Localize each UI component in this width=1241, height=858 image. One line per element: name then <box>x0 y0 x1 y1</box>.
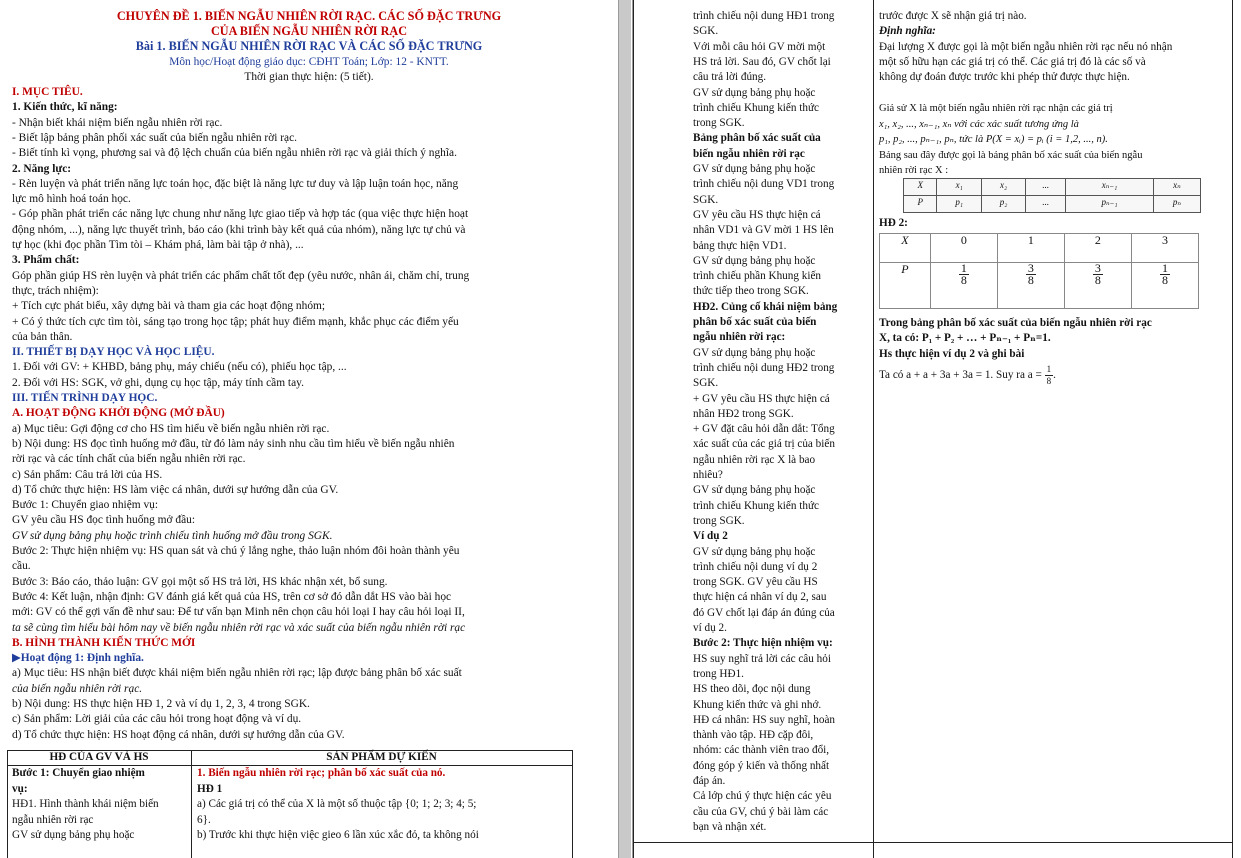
body-line: + Tích cực phát biểu, xây dựng bài và tham gia các hoạt động nhóm; <box>12 300 326 313</box>
activity-line: nhân HĐ2 trong SGK. <box>693 407 794 420</box>
body-line: A. HOẠT ĐỘNG KHỞI ĐỘNG (MỞ ĐẦU) <box>12 407 225 420</box>
time-line: Thời gian thực hiện: (5 tiết). <box>244 71 374 83</box>
hd2-prob-cell <box>997 263 1064 309</box>
body-line: thực, trách nhiệm): <box>12 284 99 297</box>
activity-line: nhiêu? <box>693 469 723 481</box>
activity-line: Với mỗi câu hỏi GV mời một <box>693 40 826 53</box>
hd2-x-cell: 1 <box>997 234 1064 263</box>
definition-line-2: một số hữu hạn các giá trị có thể. Các giá trị đó là các số và <box>879 56 1146 68</box>
body-line: ta sẽ cùng tìm hiểu bài hôm nay về biến ngẫu nhiên rời rạc và xác suất của biến ngẫu nhiên rời rạc <box>12 621 466 634</box>
body-line: Bước 1: Chuyển giao nhiệm vụ: <box>12 499 159 512</box>
dist-text-3: p₁, p₂, ..., pₙ₋₁, pₙ, tức là P(X = xᵢ) = pᵢ (i = 1,2, ..., n). <box>879 134 1108 145</box>
activity-line: trình chiếu nội dung VD1 trong <box>693 178 835 191</box>
body-line: III. TIẾN TRÌNH DẠY HỌC. <box>12 392 158 404</box>
example2-heading: Hs thực hiện ví dụ 2 và ghi bài <box>879 348 1025 360</box>
fraction: $\frac{1}{8}$ <box>960 261 967 287</box>
hd2-x-cell: 2 <box>1064 234 1131 263</box>
activity-line: HĐ cá nhân: HS suy nghĩ, hoàn <box>693 713 836 726</box>
activity-line: trình chiếu nội dung HĐ2 trong <box>693 361 835 374</box>
dist-text-5: nhiên rời rạc X : <box>879 165 949 176</box>
activity-line: Cả lớp chú ý thực hiện các yêu <box>693 790 832 803</box>
table-cell-product: HĐ 1 <box>197 782 223 795</box>
body-line: + Có ý thức tích cực tìm tòi, sáng tạo trong học tập; phát huy điểm mạnh, khắc phục các điểm yếu <box>12 315 459 328</box>
definition-heading: Định nghĩa: <box>879 25 936 37</box>
activity-line: trong SGK. <box>693 514 745 527</box>
dist-text-2: x₁, x₂, ..., xₙ₋₁, xₙ với các xác suất tương ứng là <box>879 119 1079 130</box>
dist-text-1: Giả sử X là một biến ngẫu nhiên rời rạc nhận các giá trị <box>879 103 1113 114</box>
activity-line: trong SGK. GV yêu cầu HS <box>693 576 818 589</box>
dist-cell: xₙ <box>1153 179 1200 196</box>
activity-line: đáp án. <box>693 775 726 787</box>
hd2-prob-cell <box>1131 263 1198 309</box>
table-cell-activity: HĐ1. Hình thành khái niệm biến <box>12 798 159 810</box>
table-cell-product: 6}. <box>197 813 211 826</box>
activity-line: HĐ2. Củng cố khái niệm bảng <box>693 300 838 313</box>
table-cell-product: a) Các giá trị có thể của X là một số thuộc tập {0; 1; 2; 3; 4; 5; <box>197 798 477 810</box>
body-line: tự học (khi đọc phần Tìm tòi – Khám phá, làm bài tập ở nhà), ... <box>12 239 304 251</box>
fraction-one-eighth: $\frac{1}{8}$ <box>1046 364 1052 386</box>
body-line: của biến ngẫu nhiên rời rạc. <box>12 682 143 695</box>
activity-line: xác suất của các giá trị của biến <box>693 438 835 451</box>
table-cell-activity: ngẫu nhiên rời rạc <box>12 813 94 826</box>
hd2-table <box>879 233 1199 309</box>
body-line: b) Nội dung: HS thực hiện HĐ 1, 2 và ví dụ 1, 2, 3, 4 trong SGK. <box>12 698 310 710</box>
body-line: d) Tổ chức thực hiện: HS làm việc cá nhân, dưới sự hướng dẫn của GV. <box>12 483 339 496</box>
activity-line: bạn và nhận xét. <box>693 820 767 833</box>
activity-line: câu trả lời đúng. <box>693 71 767 84</box>
body-line: Góp phần giúp HS rèn luyện và phát triển các phẩm chất tốt đẹp (yêu nước, nhân ái, chăm chỉ, trung <box>12 269 470 282</box>
activity-line: cầu của GV, chú ý bài làm các <box>693 805 829 818</box>
activity-line: Bảng phân bố xác suất của <box>693 132 821 145</box>
body-line: 1. Kiến thức, kĩ năng: <box>12 101 118 114</box>
hd2-prob-cell <box>1064 263 1131 309</box>
table-cell-activity: GV sử dụng bảng phụ hoặc <box>12 829 135 841</box>
sum-rule-line-1: Trong bảng phân bố xác suất của biến ngẫu nhiên rời rạc <box>879 317 1152 329</box>
hd2-x-cell: 0 <box>930 234 997 263</box>
activity-line: SGK. <box>693 25 719 38</box>
activity-line: + GV đặt câu hỏi dẫn dắt: Tổng <box>693 423 835 436</box>
activity-line: GV sử dụng bảng phụ hoặc <box>693 86 816 99</box>
body-line: a) Mục tiêu: Gợi động cơ cho HS tìm hiểu về biến ngẫu nhiên rời rạc. <box>12 422 330 435</box>
table-header-san-pham: SẢN PHẨM DỰ KIẾN <box>326 751 437 763</box>
sum-rule-line-2: X, ta có: P₁ + P₂ + … + Pₙ₋₁ + Pₙ=1. <box>879 332 1051 344</box>
body-line: c) Sản phẩm: Lời giải của các câu hỏi trong hoạt động và ví dụ. <box>12 713 302 726</box>
activity-line: ví dụ 2. <box>693 622 727 634</box>
activity-line: GV sử dụng bảng phụ hoặc <box>693 163 816 175</box>
activity-line: biến ngẫu nhiên rời rạc <box>693 147 805 160</box>
body-line: cầu. <box>12 560 31 573</box>
hd2-x-cell: X <box>880 234 931 263</box>
body-line: lực mô hình hoá toán học. <box>12 193 131 206</box>
table-cell-activity: vụ: <box>12 782 28 795</box>
fraction: $\frac{1}{8}$ <box>1161 261 1168 287</box>
body-line: 3. Phẩm chất: <box>12 254 80 267</box>
body-line: rời rạc và các tính chất của biến ngẫu nhiên rời rạc. <box>12 453 246 466</box>
activity-line: SGK. <box>693 377 719 390</box>
lesson-title: Bài 1. BIẾN NGẪU NHIÊN RỜI RẠC VÀ CÁC SỐ ĐẶC TRƯNG <box>135 39 483 53</box>
activity-line: HS trả lời. Sau đó, GV chốt lại <box>693 55 831 68</box>
dist-cell: P <box>904 196 937 213</box>
body-line: b) Nội dung: HS đọc tình huống mở đầu, từ đó làm nảy sinh nhu cầu tìm hiểu về biến ngẫu nhiên <box>12 437 455 450</box>
dist-cell: ... <box>1026 196 1066 213</box>
fraction: $\frac{3}{8}$ <box>1027 261 1034 287</box>
activity-line: đó GV chốt lại đáp án đúng của <box>693 606 835 619</box>
table-cell-activity: Bước 1: Chuyển giao nhiệm <box>12 767 145 779</box>
activity-line: trình chiếu nội dung HĐ1 trong <box>693 10 835 22</box>
dist-cell: xₙ₋₁ <box>1066 179 1154 196</box>
activity-line: nhóm: các thành viên trao đổi, <box>693 744 830 757</box>
body-line: 2. Năng lực: <box>12 162 72 175</box>
dist-cell: X <box>904 179 937 196</box>
doc-title-line1: CHUYÊN ĐỀ 1. BIẾN NGẪU NHIÊN RỜI RẠC. CÁC SỐ ĐẶC TRƯNG <box>116 9 502 23</box>
body-line: B. HÌNH THÀNH KIẾN THỨC MỚI <box>12 636 196 649</box>
definition-line-1: Đại lượng X được gọi là một biến ngẫu nhiên rời rạc nếu nó nhận <box>879 41 1173 53</box>
activity-line: HS suy nghĩ trả lời các câu hỏi <box>693 652 831 665</box>
dist-text-4: Bảng sau đây được gọi là bảng phân bố xác suất của biến ngẫu <box>879 150 1143 161</box>
body-line: mới: GV có thể gợi vấn đề như sau: Để tư vấn bạn Minh nên chọn câu hỏi loại I hay câu hỏi loại II, <box>12 606 465 619</box>
table-header-gv-hs: HĐ CỦA GV VÀ HS <box>49 751 149 763</box>
dist-cell: pₙ <box>1153 196 1200 213</box>
activity-line: bảng thực hiện VD1. <box>693 239 787 252</box>
hd2-x-cell: 3 <box>1131 234 1198 263</box>
activity-line: GV sử dụng bảng phụ hoặc <box>693 484 816 497</box>
hd2-heading: HĐ 2: <box>879 217 908 229</box>
table-cell-product: b) Trước khi thực hiện việc gieo 6 lần xúc xắc đỏ, ta không nói <box>197 829 479 841</box>
dist-cell: ... <box>1026 179 1066 196</box>
dist-cell: pₙ₋₁ <box>1066 196 1154 213</box>
distribution-table <box>903 178 1201 213</box>
page-gutter <box>619 0 631 858</box>
body-line: II. THIẾT BỊ DẠY HỌC VÀ HỌC LIỆU. <box>12 346 215 359</box>
activity-line: trong SGK. <box>693 117 745 130</box>
activity-line: trình chiếu Khung kiến thức <box>693 499 819 512</box>
body-line: c) Sản phẩm: Câu trả lời của HS. <box>12 468 163 481</box>
activity-line: Bước 2: Thực hiện nhiệm vụ: <box>693 637 833 650</box>
activity-line: thức tiếp theo trong SGK. <box>693 285 809 298</box>
product-continuation: trước được X sẽ nhận giá trị nào. <box>879 10 1027 22</box>
body-line: d) Tổ chức thực hiện: HS hoạt động cá nhân, dưới sự hướng dẫn của GV. <box>12 728 345 741</box>
activity-line: + GV yêu cầu HS thực hiện cá <box>693 392 830 405</box>
body-line: của bản thân. <box>12 330 73 343</box>
body-line: - Rèn luyện và phát triển năng lực toán học, đặc biệt là năng lực tư duy và lập luận toán học, năng <box>12 177 459 190</box>
definition-line-3: không dự đoán được trước khi phép thử được thực hiện. <box>879 71 1130 83</box>
document-page-left <box>0 0 619 858</box>
activity-line: phân bố xác suất của biến <box>693 316 817 328</box>
activity-line: nhân VD1 và GV mời 1 HS lên <box>693 224 834 237</box>
body-line: 1. Đối với GV: + KHBD, bảng phụ, máy chiếu (nếu có), phiếu học tập, ... <box>12 361 347 374</box>
example2-answer: Ta có a + a + 3a + 3a = 1. Suy ra a = $\frac{1}{8}$ . <box>879 364 1056 386</box>
hd2-p-label: P <box>880 263 931 309</box>
body-line: 2. Đối với HS: SGK, vở ghi, dụng cụ học tập, máy tính cầm tay. <box>12 376 304 389</box>
dist-cell: x₁ <box>937 179 981 196</box>
activity-line: trình chiếu nội dung ví dụ 2 <box>693 560 818 573</box>
activity-line: GV sử dụng bảng phụ hoặc <box>693 545 816 558</box>
activity-line: HS theo dõi, đọc nội dung <box>693 683 811 696</box>
body-line: a) Mục tiêu: HS nhận biết được khái niệm biến ngẫu nhiên rời rạc; lập được bảng phân bố xác suất <box>12 667 462 680</box>
dist-cell: p₁ <box>937 196 981 213</box>
fraction: $\frac{3}{8}$ <box>1094 261 1101 287</box>
activity-line: Khung kiến thức và ghi nhớ. <box>693 698 822 711</box>
body-line: Bước 4: Kết luận, nhận định: GV đánh giá kết quả của HS, trên cơ sở đó dẫn dắt HS vào bài học <box>12 590 452 603</box>
activity-line: ngẫu nhiên rời rạc: <box>693 331 786 344</box>
activity-line: ngẫu nhiên rời rạc X là bao <box>693 453 816 466</box>
dist-cell: p₂ <box>981 196 1025 213</box>
body-line: - Góp phần phát triển các năng lực chung như năng lực giao tiếp và hợp tác (qua việc thực hiện hoạt <box>12 208 469 221</box>
dist-cell: x₂ <box>981 179 1025 196</box>
activity-line: thành vào tập. HĐ cặp đôi, <box>693 729 814 742</box>
activity-line: GV sử dụng bảng phụ hoặc <box>693 346 816 359</box>
body-line: ▶Hoạt động 1: Định nghĩa. <box>12 652 144 665</box>
activity-line: SGK. <box>693 193 719 206</box>
body-line: Bước 2: Thực hiện nhiệm vụ: HS quan sát và chú ý lắng nghe, thảo luận nhóm đôi hoàn thành yêu <box>12 545 460 557</box>
body-line: Bước 3: Báo cáo, thảo luận: GV gọi một số HS trả lời, HS khác nhận xét, bổ sung. <box>12 575 388 588</box>
body-line: động nhóm, ...), năng lực thuyết trình, báo cáo (khi trình bày kết quả của nhóm), năng lực tự chủ và <box>12 223 466 236</box>
body-line: - Nhận biết khái niệm biến ngẫu nhiên rời rạc. <box>12 116 223 129</box>
doc-title-line2: CỦA BIẾN NGẪU NHIÊN RỜI RẠC <box>210 24 408 38</box>
table-cell-product: 1. Biến ngẫu nhiên rời rạc; phân bố xác suất của nó. <box>197 767 446 779</box>
activity-line: Ví dụ 2 <box>693 530 728 543</box>
activity-line: đóng góp ý kiến và thống nhất <box>693 759 830 772</box>
body-line: - Biết lập bảng phân phối xác suất của biến ngẫu nhiên rời rạc. <box>12 131 297 144</box>
body-line: GV yêu cầu HS đọc tình huống mở đầu: <box>12 514 195 527</box>
activity-line: thực hiện cá nhân ví dụ 2, sau <box>693 591 827 604</box>
body-line: - Biết tính kì vọng, phương sai và độ lệch chuẩn của biến ngẫu nhiên rời rạc và giải thích ý nghĩa. <box>12 147 457 160</box>
body-line: GV sử dụng bảng phụ hoặc trình chiếu tình huống mở đầu trong SGK. <box>12 529 333 542</box>
hd2-prob-cell <box>930 263 997 309</box>
activity-line: trình chiếu phần Khung kiến <box>693 270 822 283</box>
activity-line: GV yêu cầu HS thực hiện cá <box>693 208 821 221</box>
document-page-right <box>632 0 1241 858</box>
activity-line: trình chiếu Khung kiến thức <box>693 101 819 114</box>
activity-line: trong HĐ1. <box>693 667 744 680</box>
activity-line: GV sử dụng bảng phụ hoặc <box>693 254 816 267</box>
subject-line: Môn học/Hoạt động giáo dục: CĐHT Toán; Lớp: 12 - KNTT. <box>169 56 449 68</box>
body-line: I. MỤC TIÊU. <box>12 86 83 98</box>
